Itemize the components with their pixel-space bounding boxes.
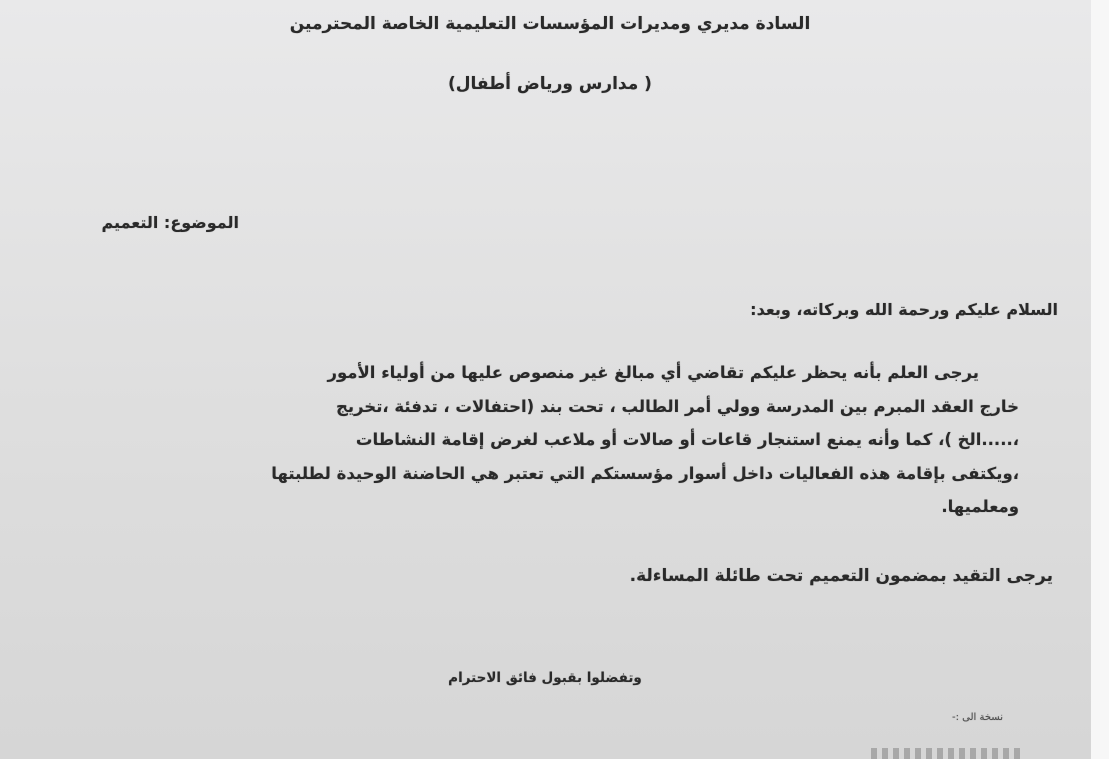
copy-to-label: نسخة الى :- — [951, 712, 1003, 723]
page-margin — [1091, 0, 1109, 759]
body-paragraph — [49, 356, 1019, 524]
body-line: يرجى العلم بأنه يحظر عليكم تقاضي أي مبالغ غير منصوص عليها من أولياء الأمور — [327, 363, 979, 382]
closing-line: وتفضلوا بقبول فائق الاحترام — [448, 670, 642, 686]
body-line: خارج العقد المبرم بين المدرسة وولي أمر الطالب ، تحت بند (احتفالات ، تدفئة ،تخريج — [335, 396, 1019, 416]
subject-line: الموضوع: التعميم — [101, 213, 239, 232]
body-line: ،ويكتفى بإقامة هذه الفعاليات داخل أسوار مؤسستكم التي تعتبر هي الحاضنة الوحيدة لطلبتها — [271, 463, 1019, 483]
addressee-line: السادة مديري ومديرات المؤسسات التعليمية الخاصة المحترمين — [289, 14, 811, 34]
addressee-subtitle: ( مدارس ورياض أطفال) — [448, 74, 652, 94]
cut-off-text-line — [871, 748, 1021, 759]
body-line: ومعلميها. — [941, 497, 1019, 516]
compliance-line: يرجى التقيد بمضمون التعميم تحت طائلة المساءلة. — [629, 566, 1053, 586]
body-line: ،.....الخ )، كما وأنه يمنع استنجار قاعات أو صالات أو ملاعب لغرض إقامة النشاطات — [355, 430, 1019, 449]
greeting-line: السلام عليكم ورحمة الله وبركاته، وبعد: — [750, 300, 1058, 319]
